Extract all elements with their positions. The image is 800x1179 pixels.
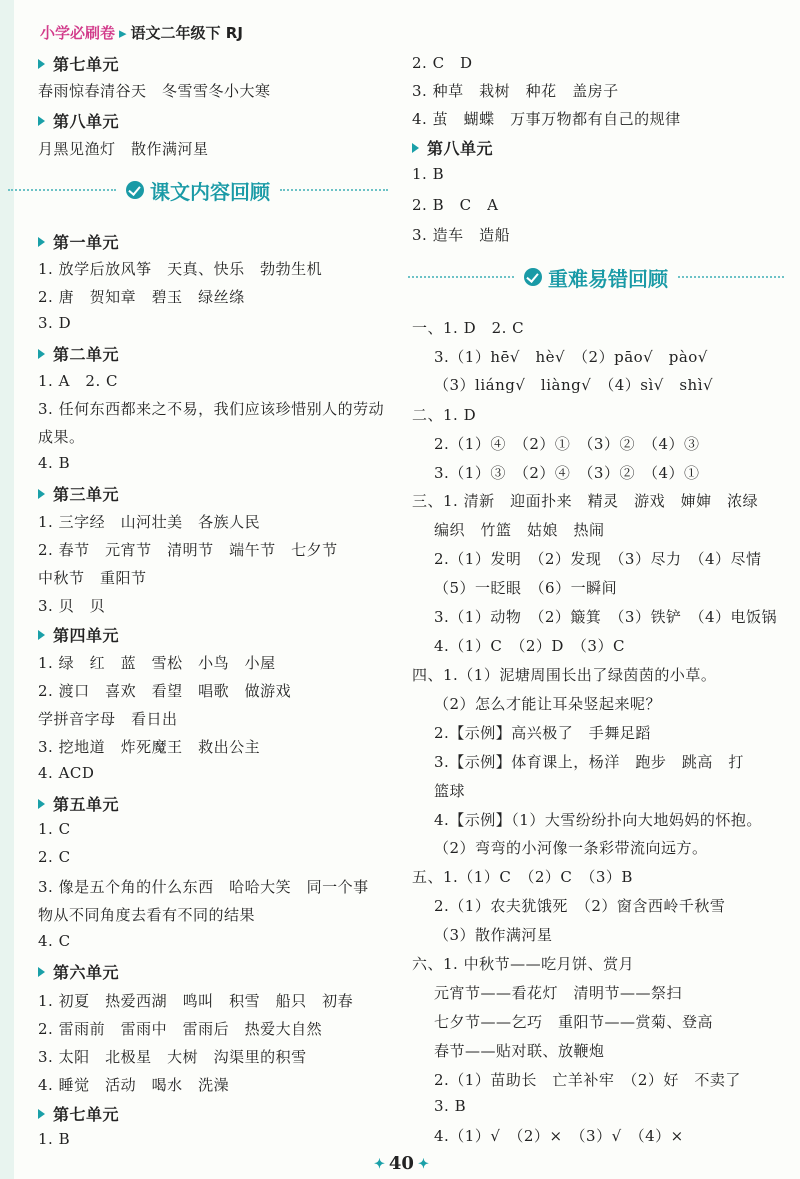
answer-line: 4. 睡觉 活动 喝水 洗澡 <box>38 1076 230 1094</box>
answer-line: 1. A 2. C <box>38 372 118 390</box>
section-review-content <box>8 173 388 207</box>
answer-line: 4. B <box>38 454 71 472</box>
triangle-icon <box>38 59 45 69</box>
answer-line: 六、1. 中秋节——吃月饼、赏月 <box>412 955 635 973</box>
answer-line: （3）liáng√ liàng√ （4）sì√ shì√ <box>434 376 714 394</box>
unit-heading: 第六单元 <box>38 960 119 983</box>
answer-line: 元宵节——看花灯 清明节——祭扫 <box>434 984 683 1002</box>
triangle-icon <box>38 116 45 126</box>
answer-line: 四、1.（1）泥塘周围长出了绿茵茵的小草。 <box>412 666 717 684</box>
answer-line: 2.（1）农夫犹饿死 （2）窗含西岭千秋雪 <box>434 897 726 915</box>
answer-line: 1. 三字经 山河壮美 各族人民 <box>38 513 261 531</box>
answer-line: （2）弯弯的小河像一条彩带流向远方。 <box>434 839 708 857</box>
answer-line: 1. B <box>412 165 445 183</box>
unit-heading: 第二单元 <box>38 342 119 365</box>
answer-line: 三、1. 清新 迎面扑来 精灵 游戏 婶婶 浓绿 <box>412 492 759 510</box>
unit-heading: 第七单元 <box>38 1102 119 1125</box>
answer-line: 物从不同角度去看有不同的结果 <box>38 906 256 924</box>
triangle-icon <box>38 489 45 499</box>
answer-line: 2. 春节 元宵节 清明节 端午节 七夕节 <box>38 541 338 559</box>
answer-line: 2. C <box>38 848 71 866</box>
answer-line: 4.【示例】（1）大雪纷纷扑向大地妈妈的怀抱。 <box>434 811 762 829</box>
triangle-icon <box>38 349 45 359</box>
unit-heading: 第一单元 <box>38 230 119 253</box>
answer-line: 2.（1）④ （2）① （3）② （4）③ <box>434 435 700 453</box>
subject-label: 语文二年级下 RJ <box>130 24 243 42</box>
answer-line: 编织 竹篮 姑娘 热闹 <box>434 521 605 539</box>
answer-line: 3. 种草 栽树 种花 盖房子 <box>412 82 619 100</box>
answer-line: 2. 唐 贺知章 碧玉 绿丝绦 <box>38 288 245 306</box>
answer-line: 1. 初夏 热爱西湖 鸣叫 积雪 船只 初春 <box>38 992 354 1010</box>
triangle-icon <box>38 799 45 809</box>
running-header <box>40 22 243 43</box>
answer-line: 3. D <box>38 314 72 332</box>
answer-line: 2.【示例】高兴极了 手舞足蹈 <box>434 724 651 742</box>
answer-line: 二、1. D <box>412 406 477 424</box>
check-circle-icon <box>126 181 144 199</box>
answer-line: 3. B <box>434 1097 467 1115</box>
page-number: ✦ 40 ✦ <box>374 1153 429 1174</box>
check-circle-icon <box>524 268 542 286</box>
star-icon: ✦ <box>374 1156 385 1172</box>
answer-line: 2.（1）苗助长 亡羊补牢 （2）好 不卖了 <box>434 1071 741 1089</box>
answer-line: 学拼音字母 看日出 <box>38 710 178 728</box>
triangle-icon <box>412 143 419 153</box>
answer-line: 1. 绿 红 蓝 雪松 小鸟 小屋 <box>38 654 276 672</box>
answer-line: 4. C <box>38 932 71 950</box>
triangle-icon <box>38 237 45 247</box>
star-icon: ✦ <box>417 1156 429 1172</box>
unit-heading: 第八单元 <box>412 136 493 159</box>
answer-line: 3.（1）③ （2）④ （3）② （4）① <box>434 464 700 482</box>
answer-line: 4. ACD <box>38 764 95 782</box>
answer-line: 2. 雷雨前 雷雨中 雷雨后 热爱大自然 <box>38 1020 323 1038</box>
answer-line: （2）怎么才能让耳朵竖起来呢？ <box>434 695 662 713</box>
answer-line: 3. 太阳 北极星 大树 沟渠里的积雪 <box>38 1048 307 1066</box>
answer-line: 五、1.（1）C （2）C （3）B <box>412 868 633 886</box>
answer-line: 2.（1）发明 （2）发现 （3）尽力 （4）尽情 <box>434 550 762 568</box>
brand-label: 小学必刷卷 <box>40 24 116 42</box>
answer-line: 3.（1）hē√ hè√ （2）pāo√ pào√ <box>434 348 708 366</box>
answer-line: 2. 渡口 喜欢 看望 唱歌 做游戏 <box>38 682 292 700</box>
unit-heading: 第八单元 <box>38 109 119 132</box>
answer-line: 3.【示例】体育课上，杨洋 跑步 跳高 打 <box>434 753 744 771</box>
answer-line: 3. 造车 造船 <box>412 226 511 244</box>
answer-line: 3. 挖地道 炸死魔王 救出公主 <box>38 738 261 756</box>
answer-line: 七夕节——乞巧 重阳节——赏菊、登高 <box>434 1013 714 1031</box>
answer-line: （3）散作满河星 <box>434 926 553 944</box>
answer-line: 4.（1）√ （2）× （3）√ （4）× <box>434 1127 684 1145</box>
unit-heading: 第五单元 <box>38 792 119 815</box>
unit-heading: 第七单元 <box>38 52 119 75</box>
answer-line: 3. 像是五个角的什么东西 哈哈大笑 同一个事 <box>38 878 369 896</box>
answer-line: 2. C D <box>412 54 473 72</box>
answer-line: （5）一眨眼 （6）一瞬间 <box>434 579 618 597</box>
section-title: 重难易错回顾 <box>548 266 668 291</box>
answer-line: 1. C <box>38 820 71 838</box>
answer-line: 篮球 <box>434 782 466 800</box>
answer-line: 2. B C A <box>412 196 499 214</box>
section-difficult-review <box>408 260 784 294</box>
arrow-icon: ▸ <box>119 24 127 42</box>
answer-line: 3.（1）动物 （2）簸箕 （3）铁铲 （4）电饭锅 <box>434 608 777 626</box>
triangle-icon <box>38 967 45 977</box>
answer-line: 4.（1）C （2）D （3）C <box>434 637 625 655</box>
answer-line: 春雨惊春清谷天 冬雪雪冬小大寒 <box>38 82 271 100</box>
answer-line: 一、1. D 2. C <box>412 319 525 337</box>
answer-line: 3. 贝 贝 <box>38 597 106 615</box>
unit-heading: 第三单元 <box>38 482 119 505</box>
triangle-icon <box>38 630 45 640</box>
triangle-icon <box>38 1109 45 1119</box>
answer-line: 1. 放学后放风筝 天真、快乐 勃勃生机 <box>38 260 323 278</box>
answer-line: 1. B <box>38 1130 71 1148</box>
answer-line: 4. 茧 蝴蝶 万事万物都有自己的规律 <box>412 110 681 128</box>
answer-line: 月黑见渔灯 散作满河星 <box>38 140 209 158</box>
unit-heading: 第四单元 <box>38 623 119 646</box>
answer-line: 春节——贴对联、放鞭炮 <box>434 1042 605 1060</box>
answer-line: 3. 任何东西都来之不易，我们应该珍惜别人的劳动 <box>38 400 385 418</box>
section-title: 课文内容回顾 <box>150 179 270 204</box>
answer-line: 中秋节 重阳节 <box>38 569 147 587</box>
answer-line: 成果。 <box>38 428 85 446</box>
